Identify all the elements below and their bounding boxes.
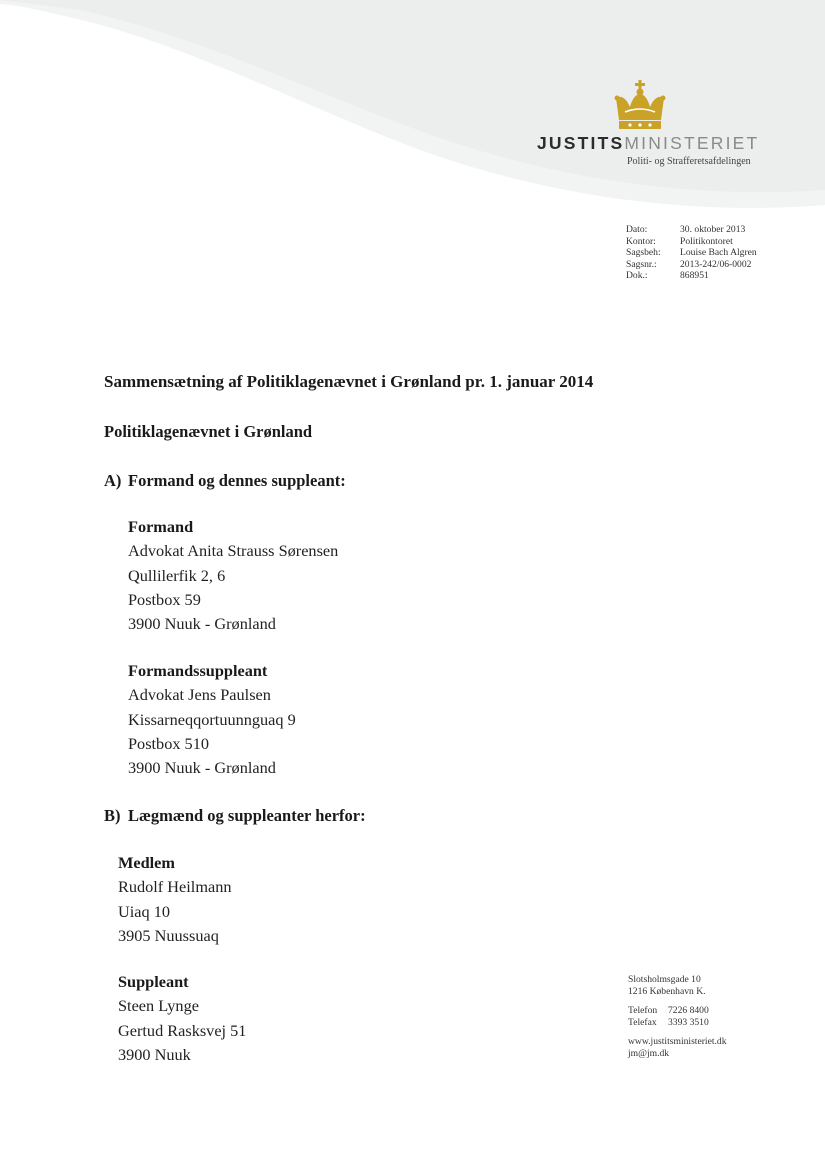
fax-number: 3393 3510	[668, 1016, 709, 1028]
document-subtitle: Politiklagenævnet i Grønland	[104, 422, 313, 441]
chairman-role: Formand	[128, 517, 194, 536]
meta-row-date	[626, 224, 757, 236]
chairman-street: Qullilerfik 2, 6	[128, 565, 226, 585]
meta-row-document-number	[626, 270, 757, 282]
contact-address	[628, 974, 727, 997]
deputy-chairman-block	[128, 659, 296, 780]
meta-value: Politikontoret	[680, 235, 733, 247]
fax-label: Telefax	[628, 1016, 657, 1028]
member-city: 3905 Nuussuaq	[118, 925, 219, 945]
meta-row-case-number	[626, 259, 757, 271]
meta-label: Sagsbeh:	[626, 247, 661, 258]
contact-phones	[628, 1005, 727, 1028]
section-a-heading	[104, 471, 346, 491]
ministry-logo-name	[537, 133, 759, 153]
document-metadata	[626, 224, 757, 282]
chairman-postbox: Postbox 59	[128, 589, 201, 609]
meta-value: 2013-242/06-0002	[680, 258, 752, 270]
substitute-name: Steen Lynge	[118, 996, 199, 1016]
meta-label: Dato:	[626, 224, 648, 235]
document-title: Sammensætning af Politiklagenævnet i Grønland pr. 1. januar 2014	[104, 372, 594, 391]
member-street: Uiaq 10	[118, 901, 170, 921]
address-city: 1216 København K.	[628, 985, 706, 997]
deputy-chairman-street: Kissarneqqortuunnguaq 9	[128, 709, 296, 729]
meta-row-office	[626, 236, 757, 248]
crown-logo-icon	[613, 80, 667, 130]
logo-name-bold: JUSTITS	[537, 133, 625, 153]
substitute-block	[118, 970, 246, 1067]
deputy-chairman-city: 3900 Nuuk - Grønland	[128, 758, 276, 778]
deputy-chairman-role: Formandssuppleant	[128, 661, 268, 680]
contact-fax	[628, 1017, 727, 1029]
email-link[interactable]: jm@jm.dk	[628, 1047, 670, 1059]
substitute-city: 3900 Nuuk	[118, 1044, 191, 1064]
meta-value: 868951	[680, 270, 709, 281]
meta-value: 30. oktober 2013	[680, 224, 746, 235]
logo-name-light: MINISTERIET	[624, 133, 760, 153]
address-street: Slotsholmsgade 10	[628, 974, 701, 985]
member-name: Rudolf Heilmann	[118, 877, 232, 897]
substitute-role: Suppleant	[118, 972, 189, 991]
meta-label: Sagsnr.:	[626, 258, 657, 270]
member-block	[118, 851, 232, 948]
section-a-label: A)	[104, 471, 122, 490]
member-role: Medlem	[118, 853, 175, 872]
deputy-chairman-name: Advokat Jens Paulsen	[128, 685, 271, 705]
section-b-heading	[104, 806, 366, 826]
section-b-title: Lægmænd og suppleanter herfor:	[128, 806, 366, 825]
header-wave-background	[0, 0, 825, 240]
ministry-contact-info	[628, 974, 727, 1067]
department-name: Politi- og Strafferetsafdelingen	[627, 156, 751, 167]
contact-phone	[628, 1005, 727, 1017]
meta-row-caseworker	[626, 247, 757, 259]
meta-label: Dok.:	[626, 270, 648, 281]
chairman-city: 3900 Nuuk - Grønland	[128, 614, 276, 634]
deputy-chairman-postbox: Postbox 510	[128, 733, 209, 753]
meta-label: Kontor:	[626, 235, 656, 247]
chairman-block	[128, 515, 338, 636]
website-link[interactable]: www.justitsministeriet.dk	[628, 1036, 727, 1047]
phone-label: Telefon	[628, 1005, 658, 1016]
chairman-name: Advokat Anita Strauss Sørensen	[128, 541, 339, 561]
meta-value: Louise Bach Algren	[680, 247, 757, 258]
phone-number: 7226 8400	[668, 1005, 709, 1016]
section-a-title: Formand og dennes suppleant:	[128, 471, 346, 490]
section-b-label: B)	[104, 806, 121, 825]
contact-online	[628, 1036, 727, 1059]
substitute-street: Gertud Rasksvej 51	[118, 1020, 247, 1040]
